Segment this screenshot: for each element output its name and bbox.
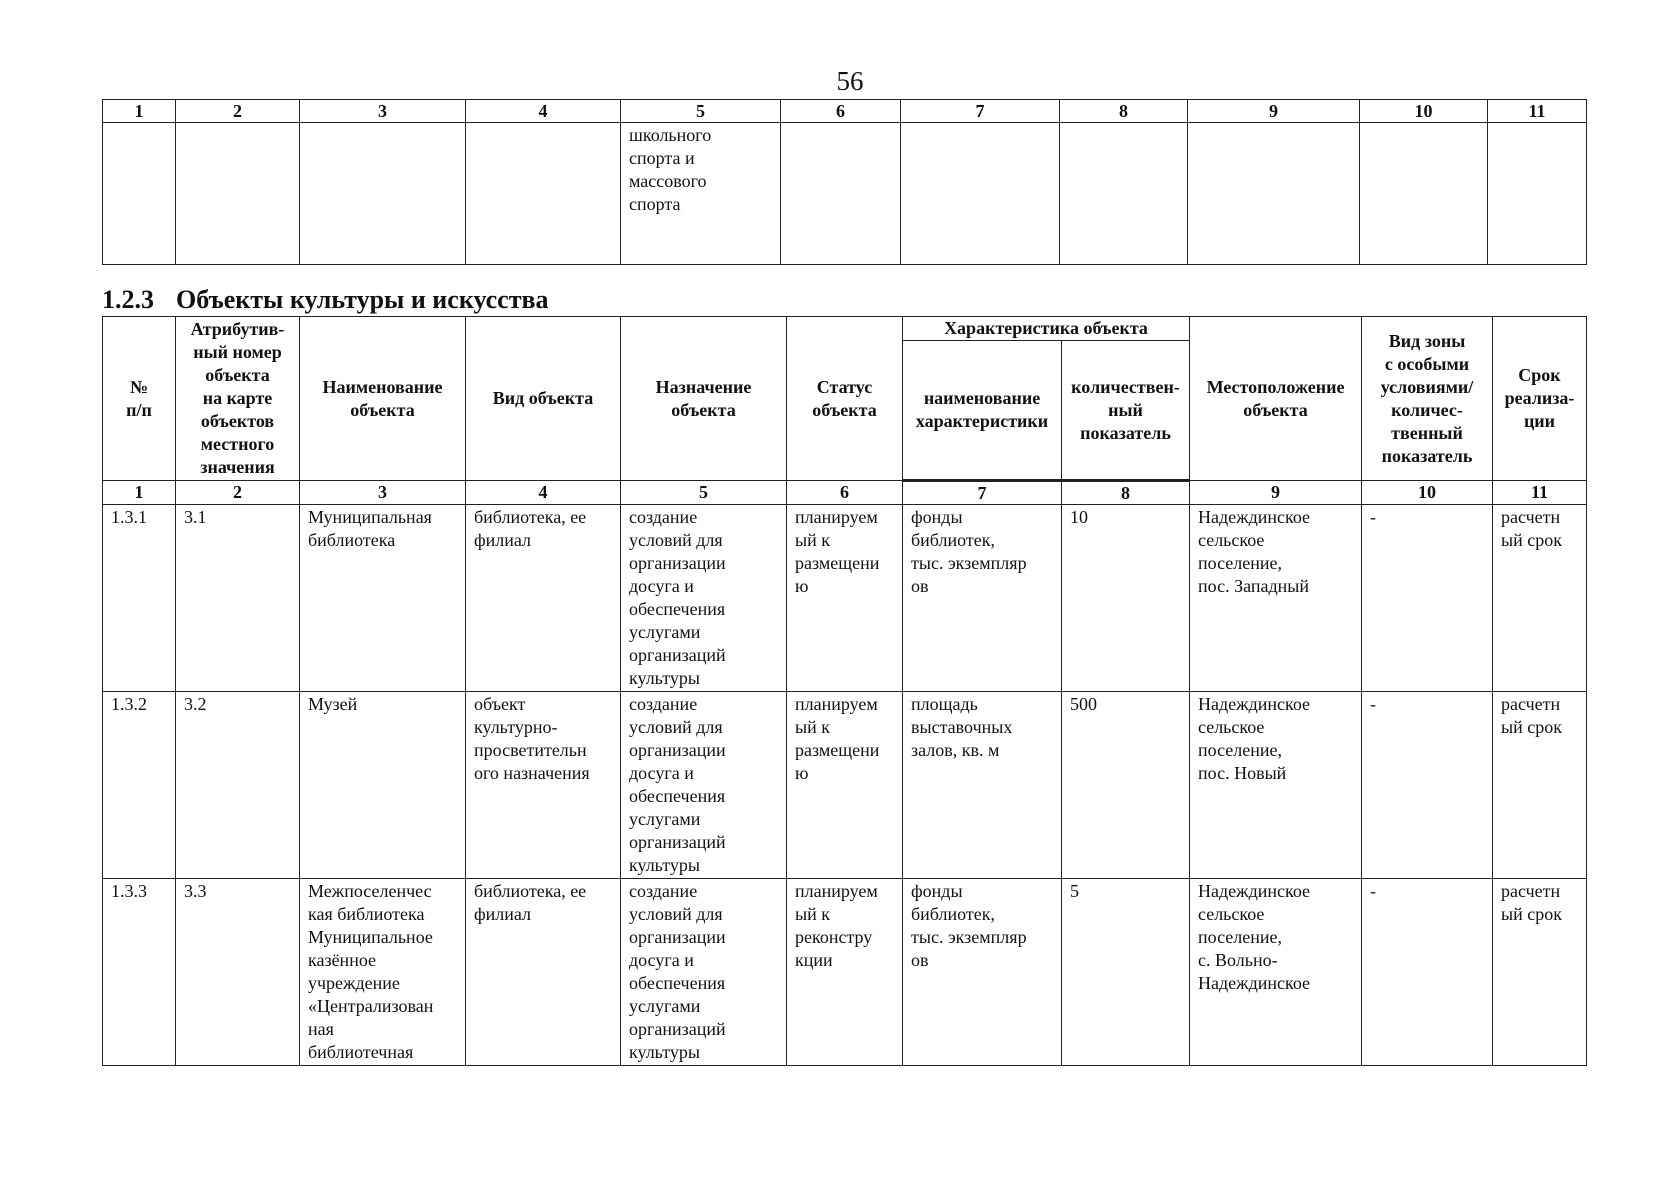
cell-num: 1.3.1 [103,505,176,692]
cell-purpose: создание условий для организации досуга и обеспечения услугами организаций культуры [621,692,787,879]
table-cell [466,123,621,265]
table-cell [1188,123,1360,265]
header-characteristic-name: наименование характеристики [903,341,1062,481]
table-cell [1488,123,1587,265]
cell-num: 1.3.3 [103,879,176,1066]
column-number: 5 [621,481,787,505]
cell-kind: объект культурно- просветительн ого назначения [466,692,621,879]
column-number: 6 [787,481,903,505]
column-number: 4 [466,481,621,505]
cell-char-name: фонды библиотек, тыс. экземпляр ов [903,879,1062,1066]
column-number: 2 [176,481,300,505]
cell-kind: библиотека, ее филиал [466,505,621,692]
column-number: 4 [466,100,621,123]
table-cell [901,123,1060,265]
column-number: 3 [300,481,466,505]
cell-zone: - [1362,692,1493,879]
table-cell [1360,123,1488,265]
table-cell [103,123,176,265]
cell-purpose: создание условий для организации досуга и обеспечения услугами организаций культуры [621,879,787,1066]
cell-name: Межпоселенчес кая библиотека Муниципальное казённое учреждение «Централизован ная библиотечная [300,879,466,1066]
header-zone: Вид зоны с особыми условиями/ количес- твенный показатель [1362,317,1493,481]
table-row [103,123,1587,265]
header-num: № п/п [103,317,176,481]
cell-attr: 3.1 [176,505,300,692]
cell-zone: - [1362,505,1493,692]
cell-zone: - [1362,879,1493,1066]
continuation-table [102,99,1587,265]
cell-attr: 3.3 [176,879,300,1066]
page-number: 56 [836,66,864,96]
cell-char-value: 10 [1062,505,1190,692]
table-cell: школьного спорта и массового спорта [621,123,781,265]
table-cell [1060,123,1188,265]
culture-objects-table [102,316,1587,1066]
column-number: 7 [903,481,1062,505]
cell-char-name: площадь выставочных залов, кв. м [903,692,1062,879]
header-characteristic-value: количествен- ный показатель [1062,341,1190,481]
table-cell [300,123,466,265]
column-number-row [103,100,1587,123]
column-number: 11 [1488,100,1587,123]
cell-status: планируем ый к размещени ю [787,505,903,692]
table-cell [781,123,901,265]
section-heading [102,286,549,314]
header-location: Местоположение объекта [1190,317,1362,481]
section-title: Объекты культуры и искусства [176,285,549,314]
column-number: 9 [1188,100,1360,123]
header-kind: Вид объекта [466,317,621,481]
cell-status: планируем ый к реконстру кции [787,879,903,1066]
column-number: 10 [1360,100,1488,123]
header-name: Наименование объекта [300,317,466,481]
column-number: 5 [621,100,781,123]
column-number: 1 [103,481,176,505]
column-number: 7 [901,100,1060,123]
table-row [103,505,1587,692]
section-number: 1.2.3 [102,285,154,314]
cell-char-name: фонды библиотек, тыс. экземпляр ов [903,505,1062,692]
column-number: 8 [1062,481,1190,505]
cell-num: 1.3.2 [103,692,176,879]
cell-char-value: 5 [1062,879,1190,1066]
cell-term: расчетн ый срок [1493,879,1587,1066]
header-status: Статус объекта [787,317,903,481]
table-row [103,692,1587,879]
column-number: 11 [1493,481,1587,505]
column-number: 10 [1362,481,1493,505]
column-number: 6 [781,100,901,123]
cell-term: расчетн ый срок [1493,505,1587,692]
column-number: 8 [1060,100,1188,123]
cell-term: расчетн ый срок [1493,692,1587,879]
cell-location: Надеждинское сельское поселение, пос. Новый [1190,692,1362,879]
column-number-row [103,481,1587,505]
cell-status: планируем ый к размещени ю [787,692,903,879]
header-attr: Атрибутив- ный номер объекта на карте объектов местного значения [176,317,300,481]
column-number: 9 [1190,481,1362,505]
cell-purpose: создание условий для организации досуга и обеспечения услугами организаций культуры [621,505,787,692]
column-number: 2 [176,100,300,123]
table-cell [176,123,300,265]
column-number: 1 [103,100,176,123]
cell-kind: библиотека, ее филиал [466,879,621,1066]
cell-attr: 3.2 [176,692,300,879]
header-characteristic-group: Характеристика объекта [903,317,1190,341]
cell-name: Муниципальная библиотека [300,505,466,692]
cell-char-value: 500 [1062,692,1190,879]
header-purpose: Назначение объекта [621,317,787,481]
cell-location: Надеждинское сельское поселение, с. Вольно- Надеждинское [1190,879,1362,1066]
header-term: Срок реализа- ции [1493,317,1587,481]
column-number: 3 [300,100,466,123]
cell-name: Музей [300,692,466,879]
cell-location: Надеждинское сельское поселение, пос. Западный [1190,505,1362,692]
table-row [103,879,1587,1066]
